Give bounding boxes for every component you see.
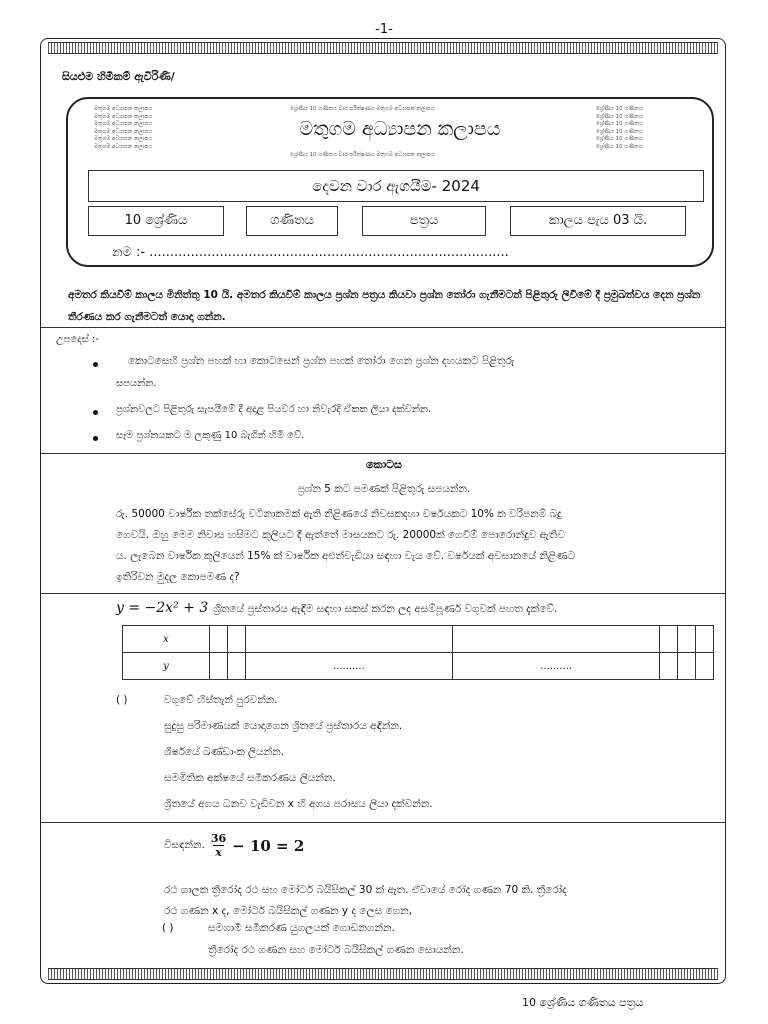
paper-cell: පත්‍රය — [362, 206, 486, 236]
name-label: නම :- — [112, 245, 146, 260]
table-cell: x — [123, 626, 210, 653]
subject-cell: ගණිතය — [246, 206, 338, 236]
watermark-center-bottom: ශ්‍රේණිය 10 ගණිතය වාර පරීක්ෂණය මතුගම අධ්‍යාපන කලාපය — [290, 152, 435, 158]
solve-label: විසඳන්න. — [164, 839, 205, 851]
bullet-icon — [93, 410, 98, 415]
time-cell: කාලය පැය 03 යි. — [510, 206, 686, 236]
part-item: වගුවේ හිස්තැන් පුරවන්න. — [164, 694, 278, 706]
exam-title: දෙවන වාර ඇගයීම- 2024 — [88, 170, 704, 202]
question-2-text: ශ්‍රිතයේ ප්‍රස්තාරය ඇඳීම සඳහා සකස් කරන ලද අසම්පූර්ණ වගුවක් පහත දැක්වේ. — [213, 603, 558, 615]
name-dots: ....................................................................................... — [149, 245, 509, 260]
divider — [41, 822, 725, 823]
table-row — [123, 653, 714, 680]
fraction — [211, 832, 226, 859]
question-2-stem — [116, 597, 557, 616]
table-cell — [678, 626, 696, 653]
divider — [41, 453, 725, 454]
part-item: සමමිතික අක්ෂයේ සමීකරණය ලියන්න. — [164, 772, 336, 784]
table-cell — [696, 626, 714, 653]
watermark-left: මතුගම අධ්‍යාපන කලාපය මතුගම අධ්‍යාපන කලාපය මතුගම අධ්‍යාපන කලාපය මතුගම අධ්‍යාපන කලාපය මතුගම අධ්‍යාපන කලාපය මතුගම අධ්‍යාපන කලාපය — [94, 106, 153, 150]
confidential-notice: සියළුම හිමිකම් ඇවිරිණි/ — [62, 70, 175, 83]
grade-cell: 10 ශ්‍රේණිය — [88, 206, 224, 236]
name-field — [112, 245, 509, 260]
table-cell — [227, 653, 245, 680]
instruction-item: කොටසෙහි ප්‍රශ්න පහක් හා කොටසෙන් ප්‍රශ්න පහක් තෝරා ගෙන ප්‍රශ්න දහයකට පිළිතුරු — [128, 355, 515, 367]
table-cell — [210, 653, 228, 680]
education-zone-title: මතුගම අධ්‍යාපන කලාපය — [299, 118, 501, 140]
instruction-item: සපයන්න. — [116, 378, 157, 389]
part-item: සමගාමී සමීකරණ යුගලයක් ගොඩනගන්න. — [208, 922, 395, 934]
table-cell — [660, 653, 678, 680]
equation-rest: − 10 = 2 — [232, 836, 305, 855]
table-cell — [453, 626, 660, 653]
section-subtitle: ප්‍රශ්න 5 කට පමණක් පිළිතුරු සපයන්න. — [297, 483, 471, 495]
part-item: සුදුසු පරිමාණයක් යොදාගෙන ශ්‍රිතයේ ප්‍රස්තාරය අඳින්න. — [164, 720, 403, 732]
part-item: ත්‍රීරෝද රථ ගණන සහ මෝටර් බයිසිකල් ගණන සොයන්න. — [208, 944, 464, 956]
fraction-numerator: 36 — [210, 832, 227, 845]
question-1: රු. 50000 වාර්ෂික තක්සේරු වටිනාකමක් ඇති නිළිණයේ නිවසකදහා වර්ෂයකට 10% ක වරිපනම් බදු ගෙවයි. ඔහු මෙම නිවාස හසිමට කුලියට දී ඇත්තේ මාසයකට රු. 20000ක් ගෙවීම් පොරොන්දුව ඇතිව ය. ලැබෙන වාර්ෂික කුලියෙන් 15% ක් වාර්ෂික අළුත්වැඩියා සඳහා වැය වේ. වර්ෂයක් අවසානයේ නිළිණට ඉතිරිවන මුදල කොපමණ ද? — [116, 508, 576, 583]
table-cell: .......... — [245, 653, 452, 680]
divider — [41, 593, 725, 594]
instruction-item: ප්‍රශ්නවලට පිළිතුරු සැපයීමේ දී අදාළ පියවර හා නිවැරදි ඒකක ලියා දක්වන්න. — [116, 404, 432, 415]
equation-to-solve — [164, 832, 304, 859]
watermark-center-top: ශ්‍රේණිය 10 ගණිතය වාර පරීක්ෂණය මතුගම අධ්‍යාපන කලාපය — [290, 106, 435, 112]
part-marker: ( ) — [162, 922, 174, 934]
table-row — [123, 626, 714, 653]
hatched-border-top — [48, 42, 718, 54]
part-item: ශීර්ෂයේ ඛණ්ඩාංක ලියන්න. — [164, 746, 285, 758]
table-cell: .......... — [453, 653, 660, 680]
table-cell — [210, 626, 228, 653]
bullet-icon — [93, 362, 98, 367]
quadratic-equation: y = −2x² + 3 — [116, 600, 209, 616]
hatched-border-bottom — [48, 968, 718, 980]
instructions-heading: උපදෙස් :- — [56, 334, 99, 345]
part-marker: ( ) — [116, 694, 128, 706]
table-cell — [660, 626, 678, 653]
table-cell — [227, 626, 245, 653]
table-cell: y — [123, 653, 210, 680]
question-3-text: රථ ගාලක ත්‍රීරෝද රථ සහ මෝටර් බයිසිකල් 30 ක් ඇත. ඒවායේ රෝද ගණන 70 කි. ත්‍රීරෝද රථ ගණන x ද, මෝටර් බයිසිකල් ගණන y ද ලෙස ගෙන, — [164, 884, 567, 917]
page-number: -1- — [375, 22, 393, 37]
footer-label: 10 ශ්‍රේණිය ගණිතය පත්‍රය — [522, 996, 644, 1009]
table-cell — [245, 626, 452, 653]
reading-time-instruction: අමතර කියවීම් කාලය මිනිත්තු 10 යි. අමතර කියවීම් කාලය ප්‍රශ්න පත්‍රය කියවා ප්‍රශ්න තෝරා ගැනීමටත් පිළිතුරු ලිවීමේ දී ප්‍රමුඛත්වය දෙන ප්‍රශ්න තීරණය කර ගැනීමටත් යොදා ගන්න. — [68, 289, 701, 323]
value-table — [122, 625, 714, 680]
table-cell — [678, 653, 696, 680]
divider — [41, 327, 725, 328]
section-title: කොටස — [366, 458, 402, 471]
bullet-icon — [93, 436, 98, 441]
instruction-item: සෑම ප්‍රශ්නයකට ම ලකුණු 10 බැගින් හිමි වේ. — [116, 430, 305, 441]
part-item: ශ්‍රිතයේ අගය ධනව වැඩිවන x හි අගය පරාසය ලියා දක්වන්න. — [164, 798, 433, 810]
table-cell — [696, 653, 714, 680]
fraction-denominator: x — [215, 846, 222, 859]
watermark-right: ශ්‍රේණිය 10 ගණිතය ශ්‍රේණිය 10 ගණිතය ශ්‍රේණිය 10 ගණිතය ශ්‍රේණිය 10 ගණිතය ශ්‍රේණිය 10 ගණිතය ශ්‍රේණිය 10 ගණිතය — [596, 106, 643, 150]
